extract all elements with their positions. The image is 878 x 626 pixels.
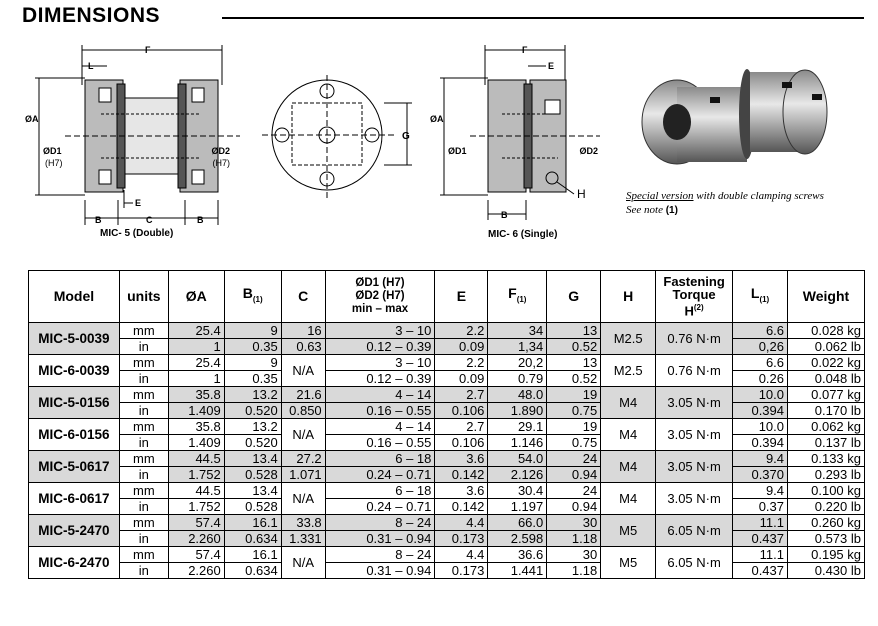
cell-e: 0.173 bbox=[435, 531, 488, 547]
cell-units: in bbox=[119, 371, 168, 387]
cell-g: 24 bbox=[547, 451, 601, 467]
cell-c: N/A bbox=[281, 483, 325, 515]
cell-b: 13.2 bbox=[224, 419, 281, 435]
table-row bbox=[29, 403, 865, 419]
cell-d: 8 – 24 bbox=[325, 547, 435, 563]
cell-e: 4.4 bbox=[435, 515, 488, 531]
cell-units: in bbox=[119, 339, 168, 355]
cell-c: N/A bbox=[281, 355, 325, 387]
dim-od1-single: ØD1 bbox=[448, 146, 467, 156]
table-row bbox=[29, 419, 865, 435]
cell-e: 2.2 bbox=[435, 355, 488, 371]
cell-f: 2.126 bbox=[488, 467, 547, 483]
cell-torque: 3.05 N·m bbox=[656, 387, 733, 419]
col-b-sub: (1) bbox=[252, 294, 263, 304]
col-b-label: B bbox=[242, 285, 253, 302]
cell-d: 4 – 14 bbox=[325, 419, 435, 435]
cell-b: 0.528 bbox=[224, 499, 281, 515]
table-row bbox=[29, 483, 865, 499]
cell-f: 1,34 bbox=[488, 339, 547, 355]
cell-a: 44.5 bbox=[168, 451, 224, 467]
cell-units: mm bbox=[119, 419, 168, 435]
cell-torque: 0.76 N·m bbox=[656, 355, 733, 387]
photo-caption bbox=[626, 189, 876, 218]
cell-c: 33.8 bbox=[281, 515, 325, 531]
cell-e: 0.09 bbox=[435, 339, 488, 355]
col-g: G bbox=[547, 271, 601, 323]
cell-c: 0.850 bbox=[281, 403, 325, 419]
cell-l: 0.370 bbox=[733, 467, 788, 483]
cell-torque: 6.05 N·m bbox=[656, 515, 733, 547]
single-coupling-drawing bbox=[430, 40, 605, 240]
cell-c: 1.331 bbox=[281, 531, 325, 547]
title-rule bbox=[222, 17, 864, 19]
cell-b: 0.520 bbox=[224, 435, 281, 451]
dimensions-table bbox=[28, 270, 865, 579]
cell-b: 13.2 bbox=[224, 387, 281, 403]
table-row bbox=[29, 323, 865, 339]
table-row bbox=[29, 547, 865, 563]
col-l bbox=[733, 271, 788, 323]
cell-g: 0.94 bbox=[547, 499, 601, 515]
cell-units: mm bbox=[119, 451, 168, 467]
cell-model: MIC-6-2470 bbox=[29, 547, 120, 579]
col-weight: Weight bbox=[788, 271, 865, 323]
col-b bbox=[224, 271, 281, 323]
cell-l: 0.394 bbox=[733, 403, 788, 419]
cell-h: M4 bbox=[601, 483, 656, 515]
cell-d: 0.24 – 0.71 bbox=[325, 467, 435, 483]
cell-d: 0.31 – 0.94 bbox=[325, 531, 435, 547]
cell-weight: 0.062 kg bbox=[788, 419, 865, 435]
cell-b: 13.4 bbox=[224, 451, 281, 467]
cell-weight: 0.220 lb bbox=[788, 499, 865, 515]
single-figure-label: MIC- 6 (Single) bbox=[488, 229, 558, 240]
cell-d: 0.24 – 0.71 bbox=[325, 499, 435, 515]
cell-a: 44.5 bbox=[168, 483, 224, 499]
cell-weight: 0.137 lb bbox=[788, 435, 865, 451]
dim-h-single: H bbox=[577, 187, 586, 201]
cell-b: 0.520 bbox=[224, 403, 281, 419]
dim-h7-a: (H7) bbox=[45, 158, 63, 168]
caption-note-ref: (1) bbox=[665, 205, 678, 216]
col-torque-sup: (2) bbox=[693, 303, 704, 313]
cell-b: 9 bbox=[224, 355, 281, 371]
cell-c: 27.2 bbox=[281, 451, 325, 467]
cell-units: in bbox=[119, 403, 168, 419]
cell-f: 0.79 bbox=[488, 371, 547, 387]
cell-l: 6.6 bbox=[733, 355, 788, 371]
cell-b: 16.1 bbox=[224, 515, 281, 531]
dim-f-single: F bbox=[522, 45, 528, 55]
cell-c: 1.071 bbox=[281, 467, 325, 483]
cell-d: 0.12 – 0.39 bbox=[325, 339, 435, 355]
cell-torque: 0.76 N·m bbox=[656, 323, 733, 355]
cell-weight: 0.048 lb bbox=[788, 371, 865, 387]
cell-d: 3 – 10 bbox=[325, 355, 435, 371]
cell-f: 1.890 bbox=[488, 403, 547, 419]
cell-a: 35.8 bbox=[168, 387, 224, 403]
col-c: C bbox=[281, 271, 325, 323]
cell-l: 0.37 bbox=[733, 499, 788, 515]
table-row bbox=[29, 387, 865, 403]
cell-l: 0,26 bbox=[733, 339, 788, 355]
cell-l: 6.6 bbox=[733, 323, 788, 339]
cell-f: 48.0 bbox=[488, 387, 547, 403]
cell-e: 4.4 bbox=[435, 547, 488, 563]
dim-oa: ØA bbox=[25, 114, 39, 124]
col-units: units bbox=[119, 271, 168, 323]
double-figure-label: MIC- 5 (Double) bbox=[100, 228, 174, 239]
cell-a: 57.4 bbox=[168, 515, 224, 531]
cell-e: 0.173 bbox=[435, 563, 488, 579]
table-row bbox=[29, 339, 865, 355]
cell-units: in bbox=[119, 499, 168, 515]
dim-h7-b: (H7) bbox=[212, 158, 230, 168]
table-row bbox=[29, 515, 865, 531]
dim-b-single: B bbox=[501, 210, 508, 220]
cell-units: mm bbox=[119, 323, 168, 339]
col-d bbox=[325, 271, 435, 323]
cell-f: 66.0 bbox=[488, 515, 547, 531]
table-row bbox=[29, 451, 865, 467]
cell-l: 10.0 bbox=[733, 387, 788, 403]
cell-e: 0.106 bbox=[435, 435, 488, 451]
cell-g: 0.75 bbox=[547, 435, 601, 451]
cell-c: 16 bbox=[281, 323, 325, 339]
cell-g: 19 bbox=[547, 387, 601, 403]
dim-od2: ØD2 bbox=[211, 146, 230, 156]
cell-g: 13 bbox=[547, 323, 601, 339]
col-l-label: L bbox=[750, 285, 760, 302]
cell-f: 20,2 bbox=[488, 355, 547, 371]
cell-b: 0.634 bbox=[224, 563, 281, 579]
dim-c: C bbox=[146, 215, 153, 225]
col-d1: ØD1 (H7) bbox=[355, 277, 405, 289]
table-row bbox=[29, 467, 865, 483]
col-f-sub: (1) bbox=[516, 294, 527, 304]
table-row bbox=[29, 499, 865, 515]
cell-d: 6 – 18 bbox=[325, 483, 435, 499]
cell-units: mm bbox=[119, 547, 168, 563]
table-row bbox=[29, 563, 865, 579]
col-torque-3: H bbox=[684, 303, 694, 319]
cell-l: 9.4 bbox=[733, 483, 788, 499]
cell-b: 13.4 bbox=[224, 483, 281, 499]
cell-c: N/A bbox=[281, 547, 325, 579]
cell-d: 0.16 – 0.55 bbox=[325, 403, 435, 419]
cell-a: 1 bbox=[168, 371, 224, 387]
cell-d: 6 – 18 bbox=[325, 451, 435, 467]
cell-a: 57.4 bbox=[168, 547, 224, 563]
cell-l: 11.1 bbox=[733, 515, 788, 531]
cell-f: 54.0 bbox=[488, 451, 547, 467]
cell-g: 19 bbox=[547, 419, 601, 435]
dim-e: E bbox=[135, 198, 142, 208]
cell-model: MIC-5-0617 bbox=[29, 451, 120, 483]
dim-l: L bbox=[88, 61, 94, 71]
cell-a: 25.4 bbox=[168, 355, 224, 371]
cell-f: 1.146 bbox=[488, 435, 547, 451]
cell-e: 0.142 bbox=[435, 499, 488, 515]
cell-h: M4 bbox=[601, 387, 656, 419]
col-model: Model bbox=[29, 271, 120, 323]
cell-g: 1.18 bbox=[547, 531, 601, 547]
cell-f: 34 bbox=[488, 323, 547, 339]
cell-l: 0.437 bbox=[733, 531, 788, 547]
caption-note: See note bbox=[626, 204, 666, 216]
cell-units: mm bbox=[119, 355, 168, 371]
col-torque bbox=[656, 271, 733, 323]
cell-e: 3.6 bbox=[435, 451, 488, 467]
cell-g: 1.18 bbox=[547, 563, 601, 579]
cell-c: N/A bbox=[281, 419, 325, 451]
table-row bbox=[29, 355, 865, 371]
cell-l: 11.1 bbox=[733, 547, 788, 563]
col-d2: ØD2 (H7) bbox=[355, 290, 405, 302]
cell-weight: 0.022 kg bbox=[788, 355, 865, 371]
cell-g: 30 bbox=[547, 515, 601, 531]
cell-model: MIC-5-0039 bbox=[29, 323, 120, 355]
cell-a: 25.4 bbox=[168, 323, 224, 339]
cell-model: MIC-5-0156 bbox=[29, 387, 120, 419]
cell-torque: 3.05 N·m bbox=[656, 419, 733, 451]
cell-units: in bbox=[119, 531, 168, 547]
cell-a: 1.752 bbox=[168, 499, 224, 515]
table-row bbox=[29, 531, 865, 547]
cell-a: 1.409 bbox=[168, 403, 224, 419]
cell-d: 3 – 10 bbox=[325, 323, 435, 339]
cell-weight: 0.293 lb bbox=[788, 467, 865, 483]
cell-model: MIC-6-0039 bbox=[29, 355, 120, 387]
dim-b2: B bbox=[197, 215, 204, 225]
cell-f: 1.197 bbox=[488, 499, 547, 515]
cell-e: 0.09 bbox=[435, 371, 488, 387]
page-title: DIMENSIONS bbox=[22, 4, 161, 27]
cell-a: 2.260 bbox=[168, 531, 224, 547]
col-h: H bbox=[601, 271, 656, 323]
cell-d: 4 – 14 bbox=[325, 387, 435, 403]
cell-h: M4 bbox=[601, 451, 656, 483]
cell-b: 9 bbox=[224, 323, 281, 339]
cell-e: 2.2 bbox=[435, 323, 488, 339]
cell-d: 0.12 – 0.39 bbox=[325, 371, 435, 387]
cell-l: 10.0 bbox=[733, 419, 788, 435]
cell-a: 1.409 bbox=[168, 435, 224, 451]
cell-e: 2.7 bbox=[435, 387, 488, 403]
table-row bbox=[29, 435, 865, 451]
cell-c: 0.63 bbox=[281, 339, 325, 355]
cell-h: M5 bbox=[601, 515, 656, 547]
cell-f: 2.598 bbox=[488, 531, 547, 547]
cell-f: 29.1 bbox=[488, 419, 547, 435]
cell-e: 2.7 bbox=[435, 419, 488, 435]
col-torque-1: Fastening bbox=[663, 274, 725, 290]
cell-e: 0.106 bbox=[435, 403, 488, 419]
cell-g: 30 bbox=[547, 547, 601, 563]
cell-e: 3.6 bbox=[435, 483, 488, 499]
cell-d: 0.16 – 0.55 bbox=[325, 435, 435, 451]
cell-weight: 0.573 lb bbox=[788, 531, 865, 547]
cell-units: in bbox=[119, 435, 168, 451]
cell-a: 35.8 bbox=[168, 419, 224, 435]
col-f bbox=[488, 271, 547, 323]
caption-rest: with double clamping screws bbox=[693, 190, 824, 202]
col-e: E bbox=[435, 271, 488, 323]
table-body bbox=[29, 323, 865, 579]
cell-g: 0.75 bbox=[547, 403, 601, 419]
cell-g: 0.52 bbox=[547, 371, 601, 387]
cell-d: 0.31 – 0.94 bbox=[325, 563, 435, 579]
cell-units: mm bbox=[119, 387, 168, 403]
cell-weight: 0.133 kg bbox=[788, 451, 865, 467]
cell-weight: 0.195 kg bbox=[788, 547, 865, 563]
cell-weight: 0.028 kg bbox=[788, 323, 865, 339]
cell-l: 0.437 bbox=[733, 563, 788, 579]
double-coupling-drawing bbox=[25, 40, 245, 240]
dim-g: G bbox=[402, 131, 410, 142]
coupling-photo bbox=[632, 42, 832, 182]
dim-f: F bbox=[145, 45, 151, 55]
dim-b1: B bbox=[95, 215, 102, 225]
col-f-label: F bbox=[508, 285, 517, 302]
dim-od1: ØD1 bbox=[43, 146, 62, 156]
col-a: ØA bbox=[168, 271, 224, 323]
cell-units: mm bbox=[119, 483, 168, 499]
cell-e: 0.142 bbox=[435, 467, 488, 483]
cell-h: M4 bbox=[601, 419, 656, 451]
cell-weight: 0.260 kg bbox=[788, 515, 865, 531]
cell-units: mm bbox=[119, 515, 168, 531]
cell-torque: 6.05 N·m bbox=[656, 547, 733, 579]
cell-g: 13 bbox=[547, 355, 601, 371]
col-l-sub: (1) bbox=[759, 294, 770, 304]
cell-h: M2.5 bbox=[601, 355, 656, 387]
col-d-range: min – max bbox=[351, 303, 409, 315]
cell-b: 0.35 bbox=[224, 339, 281, 355]
cell-weight: 0.170 lb bbox=[788, 403, 865, 419]
cell-b: 16.1 bbox=[224, 547, 281, 563]
table-header-row bbox=[29, 271, 865, 323]
cell-weight: 0.430 lb bbox=[788, 563, 865, 579]
cell-a: 1.752 bbox=[168, 467, 224, 483]
cell-g: 24 bbox=[547, 483, 601, 499]
cell-torque: 3.05 N·m bbox=[656, 483, 733, 515]
special-version-link[interactable]: Special version bbox=[626, 190, 694, 202]
dim-oa-single: ØA bbox=[430, 114, 444, 124]
cell-model: MIC-6-0617 bbox=[29, 483, 120, 515]
cell-weight: 0.062 lb bbox=[788, 339, 865, 355]
cell-l: 9.4 bbox=[733, 451, 788, 467]
cell-units: in bbox=[119, 467, 168, 483]
cell-l: 0.26 bbox=[733, 371, 788, 387]
cell-f: 36.6 bbox=[488, 547, 547, 563]
cell-h: M2.5 bbox=[601, 323, 656, 355]
cell-model: MIC-6-0156 bbox=[29, 419, 120, 451]
cell-g: 0.94 bbox=[547, 467, 601, 483]
cell-c: 21.6 bbox=[281, 387, 325, 403]
cell-b: 0.35 bbox=[224, 371, 281, 387]
cell-weight: 0.077 kg bbox=[788, 387, 865, 403]
cell-weight: 0.100 kg bbox=[788, 483, 865, 499]
cell-b: 0.634 bbox=[224, 531, 281, 547]
cell-model: MIC-5-2470 bbox=[29, 515, 120, 547]
cell-f: 1.441 bbox=[488, 563, 547, 579]
cell-f: 30.4 bbox=[488, 483, 547, 499]
cell-d: 8 – 24 bbox=[325, 515, 435, 531]
dim-od2-single: ØD2 bbox=[579, 146, 598, 156]
cell-h: M5 bbox=[601, 547, 656, 579]
cell-l: 0.394 bbox=[733, 435, 788, 451]
table-row bbox=[29, 371, 865, 387]
end-view-drawing bbox=[262, 75, 422, 205]
cell-b: 0.528 bbox=[224, 467, 281, 483]
dim-e-single: E bbox=[548, 61, 555, 71]
cell-a: 2.260 bbox=[168, 563, 224, 579]
cell-g: 0.52 bbox=[547, 339, 601, 355]
col-torque-2: Torque bbox=[672, 287, 716, 303]
cell-units: in bbox=[119, 563, 168, 579]
cell-a: 1 bbox=[168, 339, 224, 355]
cell-torque: 3.05 N·m bbox=[656, 451, 733, 483]
